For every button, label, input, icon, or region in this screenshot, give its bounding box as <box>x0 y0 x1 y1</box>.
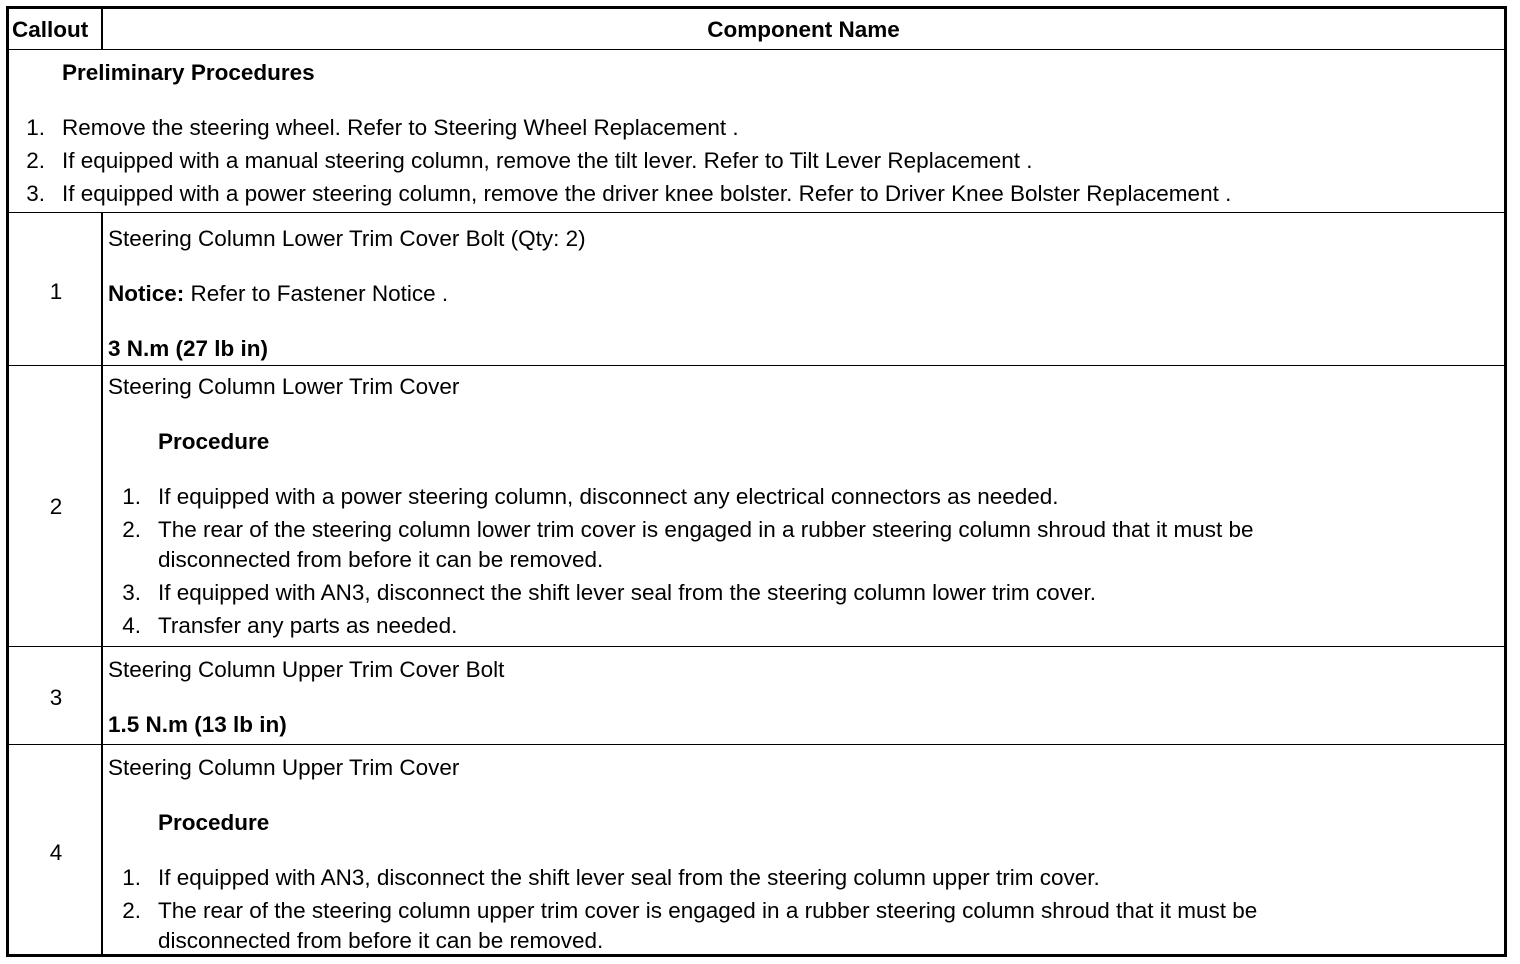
procedure-step-num: 2. <box>122 517 141 542</box>
notice-text: Refer to Fastener Notice . <box>184 281 449 306</box>
procedure-step-text: If equipped with a power steering column, disconnect any electrical connectors as needed. <box>158 484 1059 509</box>
torque-spec: 3 N.m (27 lb in) <box>108 336 269 361</box>
procedure-step-text: The rear of the steering column lower trim cover is engaged in a rubber steering column shroud that it must be <box>158 517 1254 542</box>
torque-spec: 1.5 N.m (13 lb in) <box>108 712 287 737</box>
header-callout-cell <box>9 9 103 49</box>
prelim-step-text: If equipped with a manual steering column, remove the tilt lever. Refer to Tilt Lever Replacement . <box>62 148 1033 173</box>
component-name: Steering Column Lower Trim Cover <box>108 374 460 399</box>
prelim-step-text: If equipped with a power steering column, remove the driver knee bolster. Refer to Driver Knee Bolster Replacement . <box>62 181 1232 206</box>
header-callout-label: Callout <box>12 17 89 42</box>
prelim-step-num: 3. <box>26 181 45 206</box>
prelim-step-num: 1. <box>26 115 45 140</box>
component-name: Steering Column Lower Trim Cover Bolt (Qty: 2) <box>108 226 586 251</box>
procedure-step-text-cont: disconnected from before it can be removed. <box>158 928 604 953</box>
callout-number: 3 <box>49 685 63 710</box>
table-row-callout-2 <box>9 366 1504 647</box>
callout-number: 1 <box>49 279 63 304</box>
table-header <box>9 9 1504 50</box>
prelim-step-text: Remove the steering wheel. Refer to Steering Wheel Replacement . <box>62 115 739 140</box>
notice-label: Notice: <box>108 281 185 306</box>
procedure-title: Procedure <box>158 429 270 454</box>
table-row-callout-4 <box>9 745 1504 954</box>
procedure-step-num: 4. <box>122 613 141 638</box>
prelim-step-num: 2. <box>26 148 45 173</box>
preliminary-title: Preliminary Procedures <box>62 60 315 85</box>
component-table <box>6 6 1507 957</box>
table-row-callout-3 <box>9 647 1504 745</box>
component-name: Steering Column Upper Trim Cover Bolt <box>108 657 505 682</box>
header-component-name-label: Component Name <box>707 17 900 42</box>
procedure-step-text: The rear of the steering column upper trim cover is engaged in a rubber steering column shroud that it must be <box>158 898 1258 923</box>
callout-cell <box>9 213 103 365</box>
procedure-step-num: 1. <box>122 865 141 890</box>
component-name: Steering Column Upper Trim Cover <box>108 755 460 780</box>
preliminary-procedures-row <box>9 50 1504 213</box>
callout-number: 2 <box>49 494 63 519</box>
notice-line <box>108 281 448 307</box>
callout-number: 4 <box>49 840 63 865</box>
table-row-callout-1 <box>9 213 1504 366</box>
procedure-step-text-cont: disconnected from before it can be removed. <box>158 547 604 572</box>
procedure-step-num: 3. <box>122 580 141 605</box>
procedure-step-text: Transfer any parts as needed. <box>158 613 458 638</box>
callout-cell <box>9 745 103 954</box>
procedure-step-text: If equipped with AN3, disconnect the shift lever seal from the steering column upper trim cover. <box>158 865 1100 890</box>
callout-cell <box>9 647 103 744</box>
procedure-step-num: 1. <box>122 484 141 509</box>
callout-cell <box>9 366 103 646</box>
procedure-step-num: 2. <box>122 898 141 923</box>
procedure-step-text: If equipped with AN3, disconnect the shift lever seal from the steering column lower trim cover. <box>158 580 1096 605</box>
procedure-title: Procedure <box>158 810 270 835</box>
